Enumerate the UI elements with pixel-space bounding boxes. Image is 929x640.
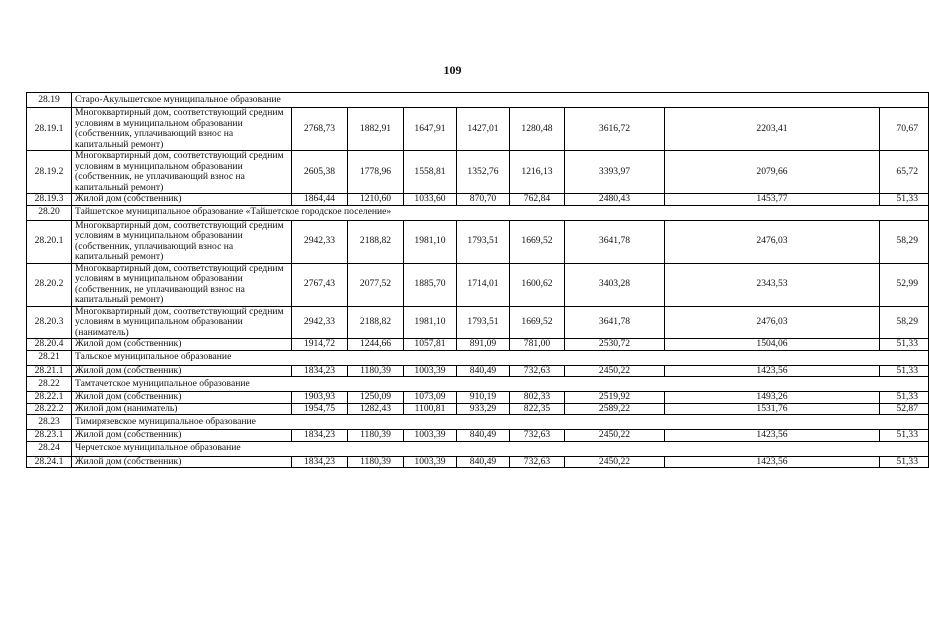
row-code: 28.19.1: [27, 108, 72, 151]
value-cell: 1210,60: [348, 194, 404, 206]
row-code: 28.24: [27, 441, 72, 456]
value-cell: 1834,23: [292, 430, 348, 442]
table-row: [27, 108, 929, 151]
row-description: Жилой дом (собственник): [72, 194, 292, 206]
value-cell: 2605,38: [292, 151, 348, 194]
value-cell: 1885,70: [404, 263, 457, 306]
value-cell: 910,19: [457, 392, 510, 404]
value-cell: 2188,82: [348, 220, 404, 263]
row-description: Многоквартирный дом, соответствующий средним условиям в муниципальном образовании (собственник, уплачивающий взнос на капитальный ремонт): [72, 220, 292, 263]
value-cell: 3403,28: [565, 263, 665, 306]
value-cell: 1793,51: [457, 220, 510, 263]
value-cell: 1778,96: [348, 151, 404, 194]
section-title: Тальское муниципальное образование: [72, 350, 929, 365]
row-code: 28.20.4: [27, 339, 72, 351]
value-cell: 1244,66: [348, 339, 404, 351]
value-cell: 1493,26: [665, 392, 880, 404]
value-cell: 1793,51: [457, 306, 510, 339]
row-description: Жилой дом (собственник): [72, 392, 292, 404]
value-cell: 802,33: [510, 392, 565, 404]
value-cell: 1531,76: [665, 403, 880, 415]
value-cell: 822,35: [510, 403, 565, 415]
table-row: [27, 365, 929, 377]
value-cell: 65,72: [880, 151, 929, 194]
table-row: [27, 430, 929, 442]
value-cell: 3616,72: [565, 108, 665, 151]
value-cell: 1453,77: [665, 194, 880, 206]
section-title: Черчетское муниципальное образование: [72, 441, 929, 456]
value-cell: 2203,41: [665, 108, 880, 151]
value-cell: 2768,73: [292, 108, 348, 151]
value-cell: 51,33: [880, 430, 929, 442]
section-row: [27, 415, 929, 430]
value-cell: 1864,44: [292, 194, 348, 206]
value-cell: 3393,97: [565, 151, 665, 194]
value-cell: 52,99: [880, 263, 929, 306]
row-description: Жилой дом (собственник): [72, 365, 292, 377]
table-row: [27, 403, 929, 415]
value-cell: 840,49: [457, 456, 510, 468]
value-cell: 1423,56: [665, 365, 880, 377]
value-cell: 2188,82: [348, 306, 404, 339]
value-cell: 2079,66: [665, 151, 880, 194]
value-cell: 51,33: [880, 456, 929, 468]
value-cell: 732,63: [510, 456, 565, 468]
value-cell: 870,70: [457, 194, 510, 206]
section-title: Тимирязевское муниципальное образование: [72, 415, 929, 430]
section-row: [27, 441, 929, 456]
value-cell: 840,49: [457, 365, 510, 377]
value-cell: 840,49: [457, 430, 510, 442]
value-cell: 52,87: [880, 403, 929, 415]
value-cell: 1834,23: [292, 365, 348, 377]
section-row: [27, 350, 929, 365]
section-row: [27, 377, 929, 392]
row-code: 28.22: [27, 377, 72, 392]
value-cell: 1280,48: [510, 108, 565, 151]
value-cell: 3641,78: [565, 220, 665, 263]
row-code: 28.20.3: [27, 306, 72, 339]
row-description: Многоквартирный дом, соответствующий средним условиям в муниципальном образовании (собственник, не уплачивающий взнос на капитальный ремонт): [72, 263, 292, 306]
value-cell: 1427,01: [457, 108, 510, 151]
value-cell: 1100,81: [404, 403, 457, 415]
value-cell: 1057,81: [404, 339, 457, 351]
value-cell: 2450,22: [565, 456, 665, 468]
value-cell: 1003,39: [404, 365, 457, 377]
value-cell: 2480,43: [565, 194, 665, 206]
row-description: Жилой дом (наниматель): [72, 403, 292, 415]
table-row: [27, 220, 929, 263]
row-code: 28.22.2: [27, 403, 72, 415]
value-cell: 1180,39: [348, 365, 404, 377]
table-row: [27, 194, 929, 206]
value-cell: 891,09: [457, 339, 510, 351]
value-cell: 1714,01: [457, 263, 510, 306]
value-cell: 1903,93: [292, 392, 348, 404]
value-cell: 58,29: [880, 306, 929, 339]
value-cell: 1003,39: [404, 430, 457, 442]
value-cell: 2767,43: [292, 263, 348, 306]
row-description: Жилой дом (собственник): [72, 456, 292, 468]
value-cell: 1504,06: [665, 339, 880, 351]
value-cell: 1954,75: [292, 403, 348, 415]
row-code: 28.20.2: [27, 263, 72, 306]
row-description: Многоквартирный дом, соответствующий средним условиям в муниципальном образовании (наниматель): [72, 306, 292, 339]
value-cell: 1423,56: [665, 430, 880, 442]
value-cell: 70,67: [880, 108, 929, 151]
value-cell: 781,00: [510, 339, 565, 351]
section-title: Тамтачетское муниципальное образование: [72, 377, 929, 392]
value-cell: 2343,53: [665, 263, 880, 306]
row-code: 28.19.3: [27, 194, 72, 206]
value-cell: 1352,76: [457, 151, 510, 194]
value-cell: 1834,23: [292, 456, 348, 468]
value-cell: 1216,13: [510, 151, 565, 194]
section-title: Тайшетское муниципальное образование «Тайшетское городское поселение»: [72, 205, 929, 220]
value-cell: 1647,91: [404, 108, 457, 151]
value-cell: 1180,39: [348, 430, 404, 442]
row-code: 28.23.1: [27, 430, 72, 442]
tariff-table: [26, 92, 929, 468]
row-description: Жилой дом (собственник): [72, 430, 292, 442]
value-cell: 2589,22: [565, 403, 665, 415]
value-cell: 1558,81: [404, 151, 457, 194]
section-row: [27, 205, 929, 220]
row-code: 28.21.1: [27, 365, 72, 377]
row-code: 28.21: [27, 350, 72, 365]
value-cell: 1250,09: [348, 392, 404, 404]
table-row: [27, 392, 929, 404]
row-description: Многоквартирный дом, соответствующий средним условиям в муниципальном образовании (собственник, не уплачивающий взнос на капитальный ремонт): [72, 151, 292, 194]
row-code: 28.19: [27, 93, 72, 108]
value-cell: 1981,10: [404, 220, 457, 263]
row-code: 28.24.1: [27, 456, 72, 468]
value-cell: 3641,78: [565, 306, 665, 339]
value-cell: 51,33: [880, 339, 929, 351]
value-cell: 1423,56: [665, 456, 880, 468]
value-cell: 732,63: [510, 430, 565, 442]
value-cell: 1669,52: [510, 220, 565, 263]
value-cell: 1033,60: [404, 194, 457, 206]
value-cell: 1282,43: [348, 403, 404, 415]
row-code: 28.20.1: [27, 220, 72, 263]
table-body: [27, 93, 929, 468]
value-cell: 2450,22: [565, 430, 665, 442]
value-cell: 51,33: [880, 365, 929, 377]
table-row: [27, 151, 929, 194]
value-cell: 2476,03: [665, 220, 880, 263]
value-cell: 51,33: [880, 194, 929, 206]
value-cell: 1981,10: [404, 306, 457, 339]
value-cell: 1914,72: [292, 339, 348, 351]
value-cell: 2519,92: [565, 392, 665, 404]
value-cell: 2077,52: [348, 263, 404, 306]
value-cell: 2530,72: [565, 339, 665, 351]
section-title: Старо-Акульшетское муниципальное образование: [72, 93, 929, 108]
section-row: [27, 93, 929, 108]
table-row: [27, 306, 929, 339]
row-code: 28.23: [27, 415, 72, 430]
page-number: 109: [443, 63, 462, 77]
row-code: 28.20: [27, 205, 72, 220]
value-cell: 1003,39: [404, 456, 457, 468]
value-cell: 1073,09: [404, 392, 457, 404]
value-cell: 2942,33: [292, 306, 348, 339]
row-code: 28.22.1: [27, 392, 72, 404]
row-code: 28.19.2: [27, 151, 72, 194]
value-cell: 762,84: [510, 194, 565, 206]
value-cell: 1882,91: [348, 108, 404, 151]
table-row: [27, 263, 929, 306]
value-cell: 1669,52: [510, 306, 565, 339]
row-description: Жилой дом (собственник): [72, 339, 292, 351]
value-cell: 51,33: [880, 392, 929, 404]
row-description: Многоквартирный дом, соответствующий средним условиям в муниципальном образовании (собственник, уплачивающий взнос на капитальный ремонт): [72, 108, 292, 151]
table-row: [27, 339, 929, 351]
value-cell: 1600,62: [510, 263, 565, 306]
value-cell: 933,29: [457, 403, 510, 415]
value-cell: 732,63: [510, 365, 565, 377]
value-cell: 58,29: [880, 220, 929, 263]
value-cell: 1180,39: [348, 456, 404, 468]
value-cell: 2942,33: [292, 220, 348, 263]
table-row: [27, 456, 929, 468]
value-cell: 2476,03: [665, 306, 880, 339]
value-cell: 2450,22: [565, 365, 665, 377]
